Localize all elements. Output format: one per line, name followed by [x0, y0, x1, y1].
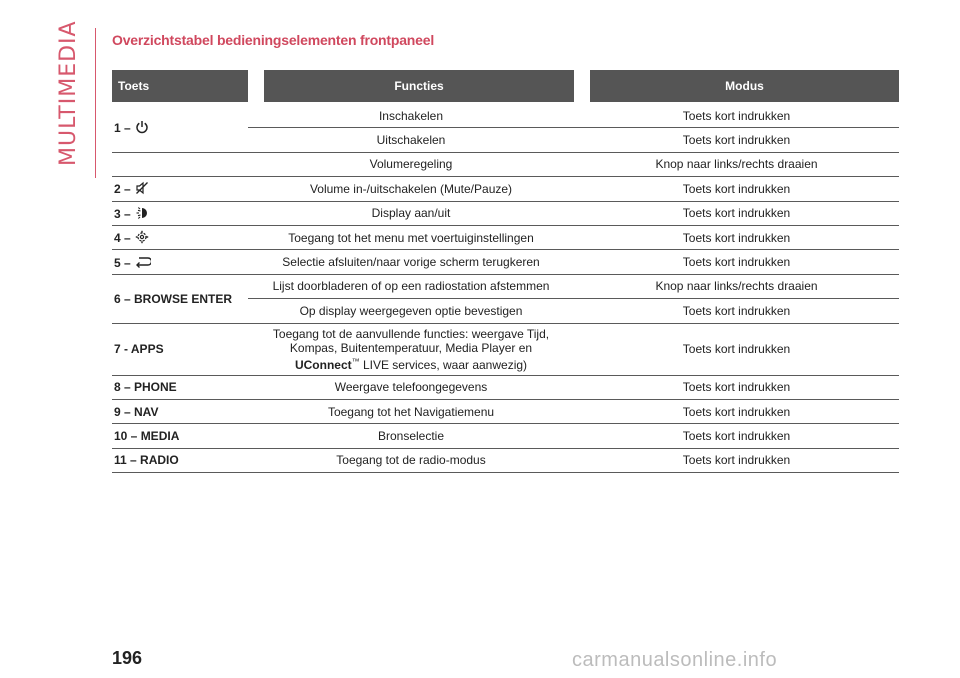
key-cell: 11 – RADIO — [112, 448, 248, 472]
table-row — [112, 201, 899, 225]
brand-name: UConnect — [294, 357, 352, 372]
mode-cell: Toets kort indrukken — [574, 225, 899, 249]
function-cell: Lijst doorbladeren of op een radiostation afstemmen — [248, 274, 574, 298]
table-row — [112, 274, 899, 298]
power-icon — [135, 120, 149, 134]
function-cell: Display aan/uit — [248, 201, 574, 225]
mode-cell: Toets kort indrukken — [574, 250, 899, 274]
function-cell: Toegang tot het Navigatiemenu — [248, 399, 574, 423]
table-row — [112, 250, 899, 274]
mode-cell: Toets kort indrukken — [574, 375, 899, 399]
key-cell: 5 – — [112, 250, 248, 274]
table-row — [112, 399, 899, 423]
key-cell: 2 – — [112, 177, 248, 201]
mode-cell: Toets kort indrukken — [574, 399, 899, 423]
header-functions: Functies — [264, 70, 574, 103]
table-row — [112, 103, 899, 128]
function-cell: Selectie afsluiten/naar vorige scherm terugkeren — [248, 250, 574, 274]
mode-cell: Toets kort indrukken — [574, 299, 899, 323]
function-cell: Toegang tot de radio-modus — [248, 448, 574, 472]
table-header-row — [112, 70, 899, 103]
key-cell: 3 – — [112, 201, 248, 225]
settings-gear-icon — [135, 230, 149, 244]
table-row — [112, 225, 899, 249]
function-cell: Inschakelen — [248, 103, 574, 128]
page-number: 196 — [112, 648, 143, 668]
header-key: Toets — [112, 70, 248, 103]
display-icon — [135, 206, 149, 220]
section-label: MULTIMEDIA — [56, 20, 81, 166]
mode-cell: Toets kort indrukken — [574, 448, 899, 472]
mode-cell: Toets kort indrukken — [574, 103, 899, 128]
key-cell: 10 – MEDIA — [112, 424, 248, 448]
function-cell: Volumeregeling — [248, 152, 574, 176]
back-arrow-icon — [135, 255, 151, 269]
watermark: carmanualsonline.info — [572, 649, 778, 671]
table-row — [112, 424, 899, 448]
key-cell: 9 – NAV — [112, 399, 248, 423]
page-title: Overzichtstabel bedieningselementen frontpaneel — [112, 32, 435, 48]
function-cell: Uitschakelen — [248, 128, 574, 152]
function-cell: Bronselectie — [248, 424, 574, 448]
function-cell: Weergave telefoongegevens — [248, 375, 574, 399]
mode-cell: Toets kort indrukken — [574, 424, 899, 448]
mode-cell: Toets kort indrukken — [574, 128, 899, 152]
mode-cell: Toets kort indrukken — [574, 177, 899, 201]
key-cell: 1 – — [112, 103, 248, 152]
section-rule — [95, 28, 96, 178]
mode-cell: Knop naar links/rechts draaien — [574, 274, 899, 298]
mode-cell: Toets kort indrukken — [574, 323, 899, 375]
key-cell: 7 - APPS — [112, 323, 248, 375]
function-cell: Volume in-/uitschakelen (Mute/Pauze) — [248, 177, 574, 201]
mode-cell: Toets kort indrukken — [574, 201, 899, 225]
table-row — [112, 375, 899, 399]
table-row — [112, 448, 899, 472]
table-row — [112, 323, 899, 375]
mode-cell: Knop naar links/rechts draaien — [574, 152, 899, 176]
mute-icon — [135, 181, 149, 195]
header-mode: Modus — [590, 70, 899, 103]
key-cell: 6 – BROWSE ENTER — [112, 274, 248, 323]
controls-table — [112, 70, 899, 473]
key-cell: 8 – PHONE — [112, 375, 248, 399]
table-row — [112, 152, 899, 176]
function-cell: Op display weergegeven optie bevestigen — [248, 299, 574, 323]
key-cell: 4 – — [112, 225, 248, 249]
function-cell: Toegang tot de aanvullende functies: weergave Tijd, Kompas, Buitentemperatuur, Media Player en UConnect™ LIVE services, waar aanwezig) — [248, 323, 574, 375]
table-row — [112, 177, 899, 201]
function-cell: Toegang tot het menu met voertuiginstellingen — [248, 225, 574, 249]
